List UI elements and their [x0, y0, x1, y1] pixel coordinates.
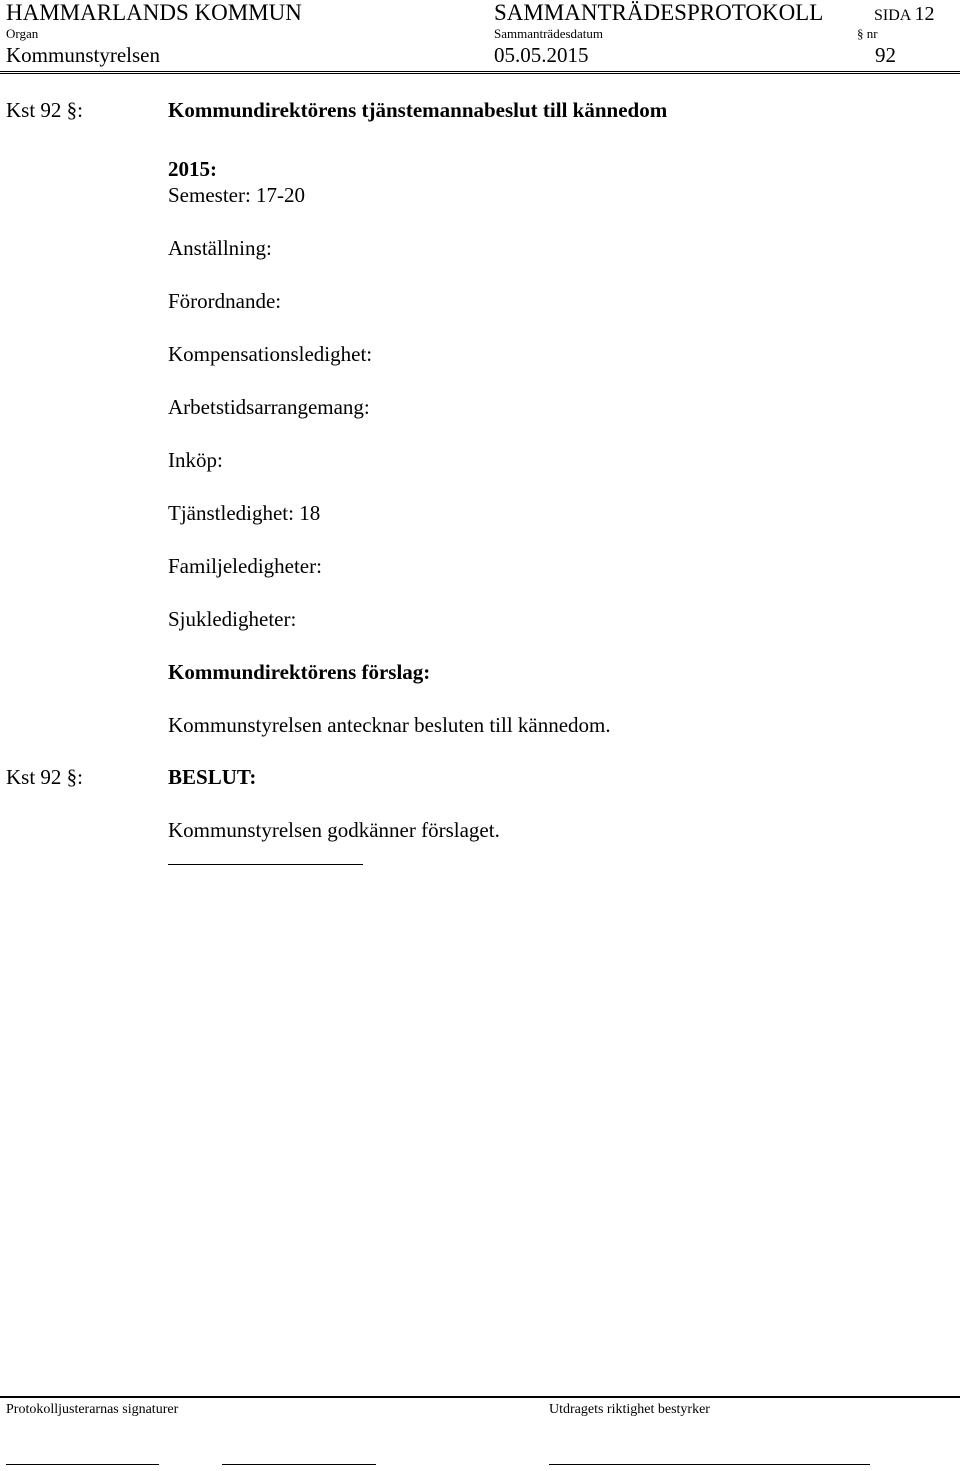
decision-text: Kommunstyrelsen godkänner förslaget.: [168, 818, 500, 842]
page-indicator: [874, 4, 934, 26]
field-compensatory-leave: Kompensationsledighet:: [168, 342, 373, 366]
certification-signature-line: [549, 1464, 870, 1465]
decision-heading: BESLUT:: [168, 765, 257, 789]
paragraph-number: 92: [875, 43, 896, 67]
municipality-name: HAMMARLANDS KOMMUN: [6, 0, 302, 25]
footer-divider: [0, 1396, 960, 1398]
section-heading: Kommundirektörens tjänstemannabeslut till kännedom: [168, 98, 668, 122]
document-type: SAMMANTRÄDESPROTOKOLL: [494, 0, 824, 25]
organ-label: Organ: [6, 26, 39, 41]
meeting-date: 05.05.2015: [494, 43, 589, 67]
field-working-time-arrangement: Arbetstidsarrangemang:: [168, 395, 370, 419]
section-reference: Kst 92 §:: [6, 98, 84, 122]
date-label: Sammanträdesdatum: [494, 26, 604, 41]
section-end-line: [168, 864, 363, 865]
certification-label: Utdragets riktighet bestyrker: [549, 1402, 710, 1417]
signature-line-2: [222, 1464, 376, 1465]
year-label: 2015:: [168, 157, 217, 181]
field-family-leave: Familjeledigheter:: [168, 554, 322, 578]
signature-line-1: [6, 1464, 159, 1465]
header-divider: [0, 71, 960, 74]
organ-value: Kommunstyrelsen: [6, 43, 160, 67]
field-employment: Anställning:: [168, 236, 272, 260]
signatures-label: Protokolljusterarnas signaturer: [6, 1402, 179, 1417]
decision-reference: Kst 92 §:: [6, 765, 84, 789]
field-purchases: Inköp:: [168, 448, 223, 472]
paragraph-label: § nr: [857, 26, 878, 41]
field-appointment: Förordnande:: [168, 289, 282, 313]
field-leave-of-absence: Tjänstledighet: 18: [168, 501, 321, 525]
field-sick-leave: Sjukledigheter:: [168, 607, 297, 631]
page-number: 12: [914, 3, 935, 25]
proposal-heading: Kommundirektörens förslag:: [168, 660, 431, 684]
proposal-text: Kommunstyrelsen antecknar besluten till kännedom.: [168, 713, 611, 737]
page-label: SIDA: [874, 7, 911, 24]
field-semester: Semester: 17-20: [168, 183, 306, 207]
